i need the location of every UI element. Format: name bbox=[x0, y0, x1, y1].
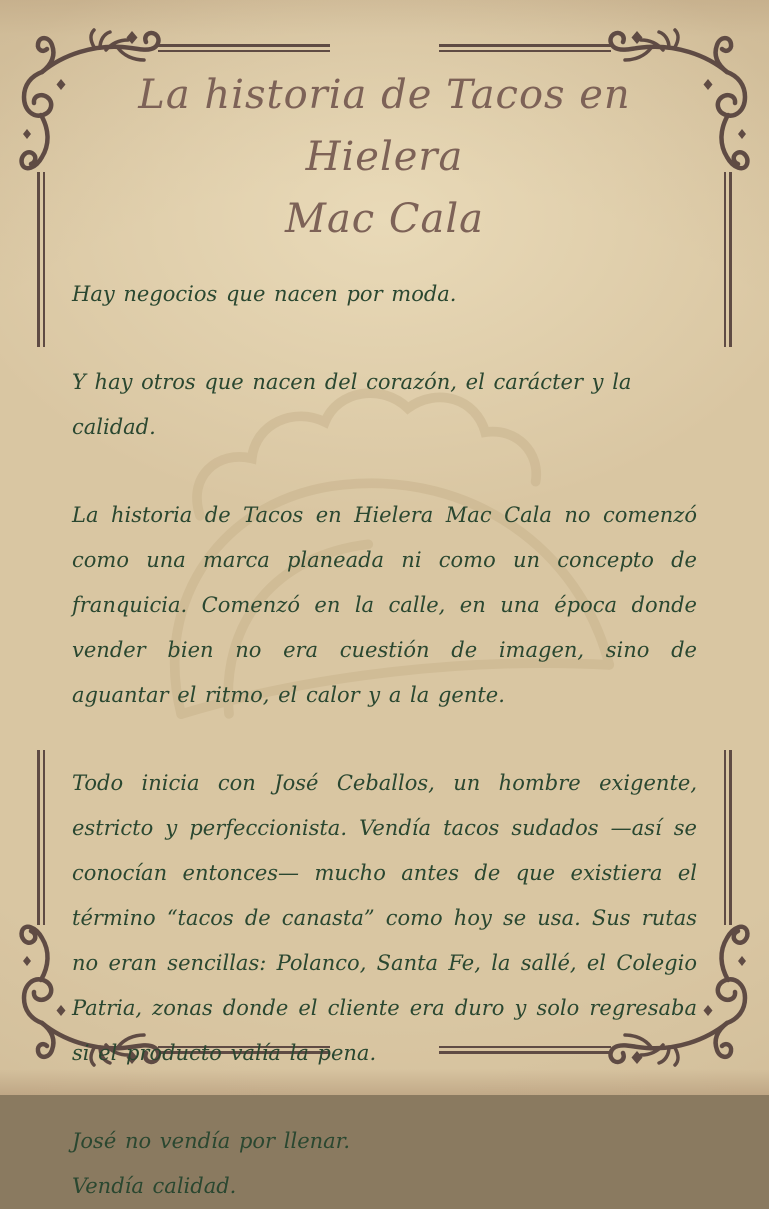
page-title bbox=[72, 64, 697, 250]
double-rule-line bbox=[724, 172, 732, 347]
double-rule-line bbox=[37, 172, 45, 347]
double-rule-line bbox=[724, 750, 732, 925]
title-line-1: La historia de Tacos en Hielera bbox=[138, 72, 631, 180]
story-paragraph-1: La historia de Tacos en Hielera Mac Cala no comenzó como una marca planeada ni como un concepto de franquicia. Comenzó en la calle, en una época donde vender bien no era cuestión de imagen, sino de aguantar el ritmo, el calor y a la gente. bbox=[72, 503, 697, 707]
title-line-2: Mac Cala bbox=[284, 196, 484, 242]
intro-sentence-1: Hay negocios que nacen por moda. bbox=[72, 282, 457, 306]
closing-line-2: Vendía calidad. bbox=[72, 1174, 237, 1198]
story-paragraph-2: Todo inicia con José Ceballos, un hombre exigente, estricto y perfeccionista. Vendía tacos sudados —así se conocían entonces— mucho antes de que existiera el término “tacos de canasta” como hoy se usa. Sus rutas no eran sencillas: Polanco, Santa Fe, la sallé, el Colegio Patria, zonas donde el cliente era duro y solo regresaba si el producto valía la pena. bbox=[72, 771, 697, 1065]
closing-lines bbox=[72, 1119, 697, 1209]
intro-sentence-2: Y hay otros que nacen del corazón, el carácter y la calidad. bbox=[72, 370, 632, 439]
closing-line-1: José no vendía por llenar. bbox=[72, 1129, 351, 1153]
double-rule-line bbox=[37, 750, 45, 925]
story-content bbox=[72, 0, 697, 1209]
